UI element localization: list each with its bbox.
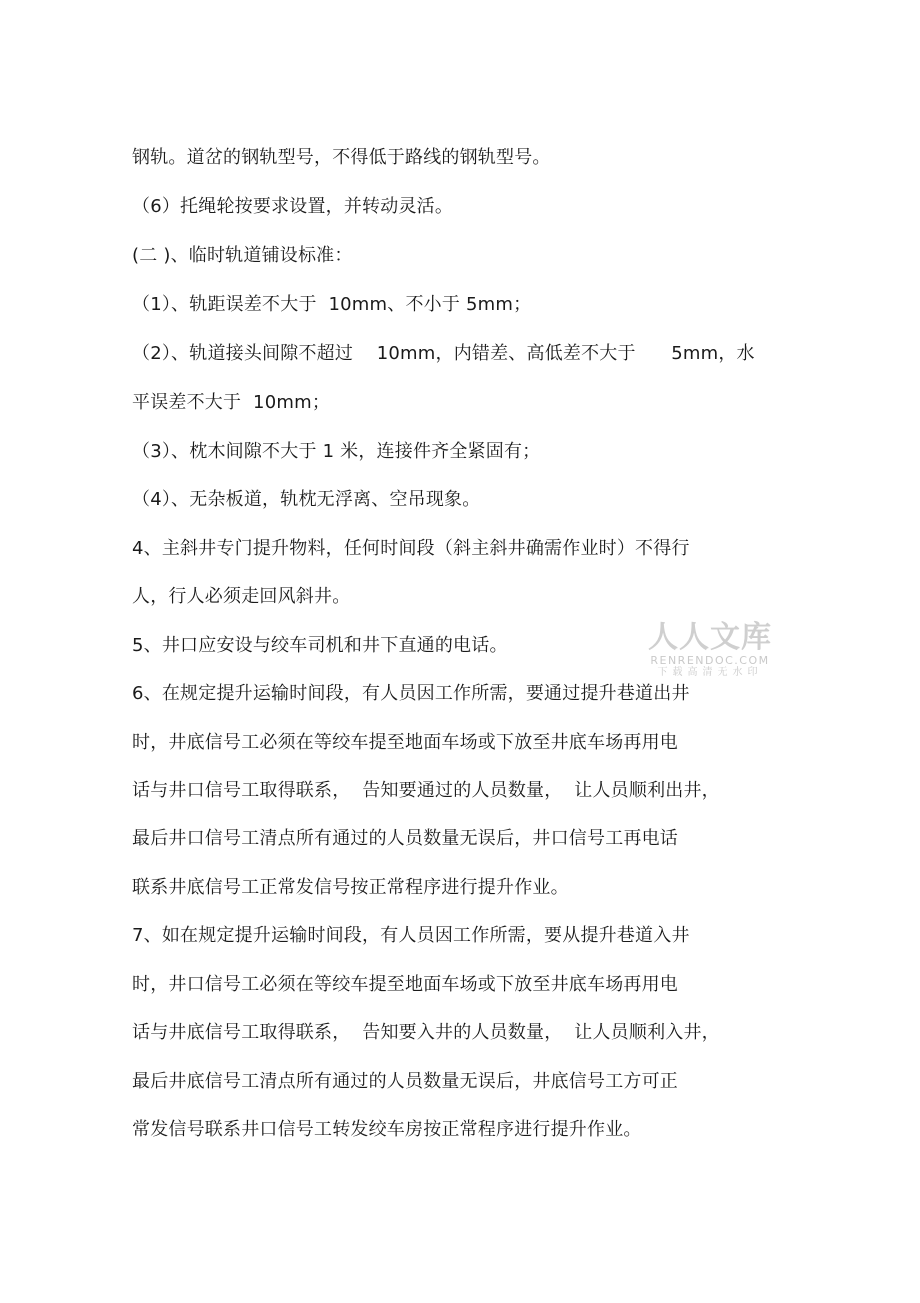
text-line: 最后井口信号工清点所有通过的人员数量无误后，井口信号工再电话 <box>132 828 678 849</box>
text-line: 7、如在规定提升运输时间段，有人员因工作所需，要从提升巷道入井 <box>132 925 690 946</box>
text-line: （4）、无杂板道，轨枕无浮离、空吊现象。 <box>132 489 481 510</box>
text-line: 5、井口应安设与绞车司机和井下直通的电话。 <box>132 635 508 656</box>
watermark <box>640 622 780 679</box>
text-line: 常发信号联系井口信号工转发绞车房按正常程序进行提升作业。 <box>132 1119 642 1140</box>
watermark-title: 人人文库 <box>648 620 772 655</box>
text-line: 时，井底信号工必须在等绞车提至地面车场或下放至井底车场再用电 <box>132 732 678 753</box>
text-line: （2）、轨道接头间隙不超过 10mm，内错差、高低差不大于 5mm，水 <box>132 343 755 364</box>
text-line: 话与井底信号工取得联系， 告知要入井的人员数量， 让人员顺利入井， <box>132 1022 720 1043</box>
text-line: （6）托绳轮按要求设置，并转动灵活。 <box>132 196 454 217</box>
section-heading: (二 )、临时轨道铺设标准： <box>132 245 353 266</box>
text-line: 联系井底信号工正常发信号按正常程序进行提升作业。 <box>132 877 569 898</box>
text-line: 6、在规定提升运输时间段，有人员因工作所需，要通过提升巷道出井 <box>132 683 690 704</box>
watermark-domain: RENRENDOC.COM <box>650 654 770 667</box>
text-line: 最后井底信号工清点所有通过的人员数量无误后，井底信号工方可正 <box>132 1071 678 1092</box>
text-line: 人，行人必须走回风斜井。 <box>132 586 351 607</box>
text-line: （3）、枕木间隙不大于 1 米，连接件齐全紧固有； <box>132 441 541 462</box>
watermark-subtitle: 下载高清无水印 <box>657 667 763 678</box>
text-line: 4、主斜井专门提升物料，任何时间段（斜主斜井确需作业时）不得行 <box>132 538 690 559</box>
text-line: 平误差不大于 10mm； <box>132 392 331 413</box>
text-line: 话与井口信号工取得联系， 告知要通过的人员数量， 让人员顺利出井， <box>132 780 720 801</box>
text-line: 时，井口信号工必须在等绞车提至地面车场或下放至井底车场再用电 <box>132 974 678 995</box>
text-line: （1）、轨距误差不大于 10mm、不小于 5mm； <box>132 294 532 315</box>
text-line: 钢轨。道岔的钢轨型号，不得低于路线的钢轨型号。 <box>132 147 551 168</box>
